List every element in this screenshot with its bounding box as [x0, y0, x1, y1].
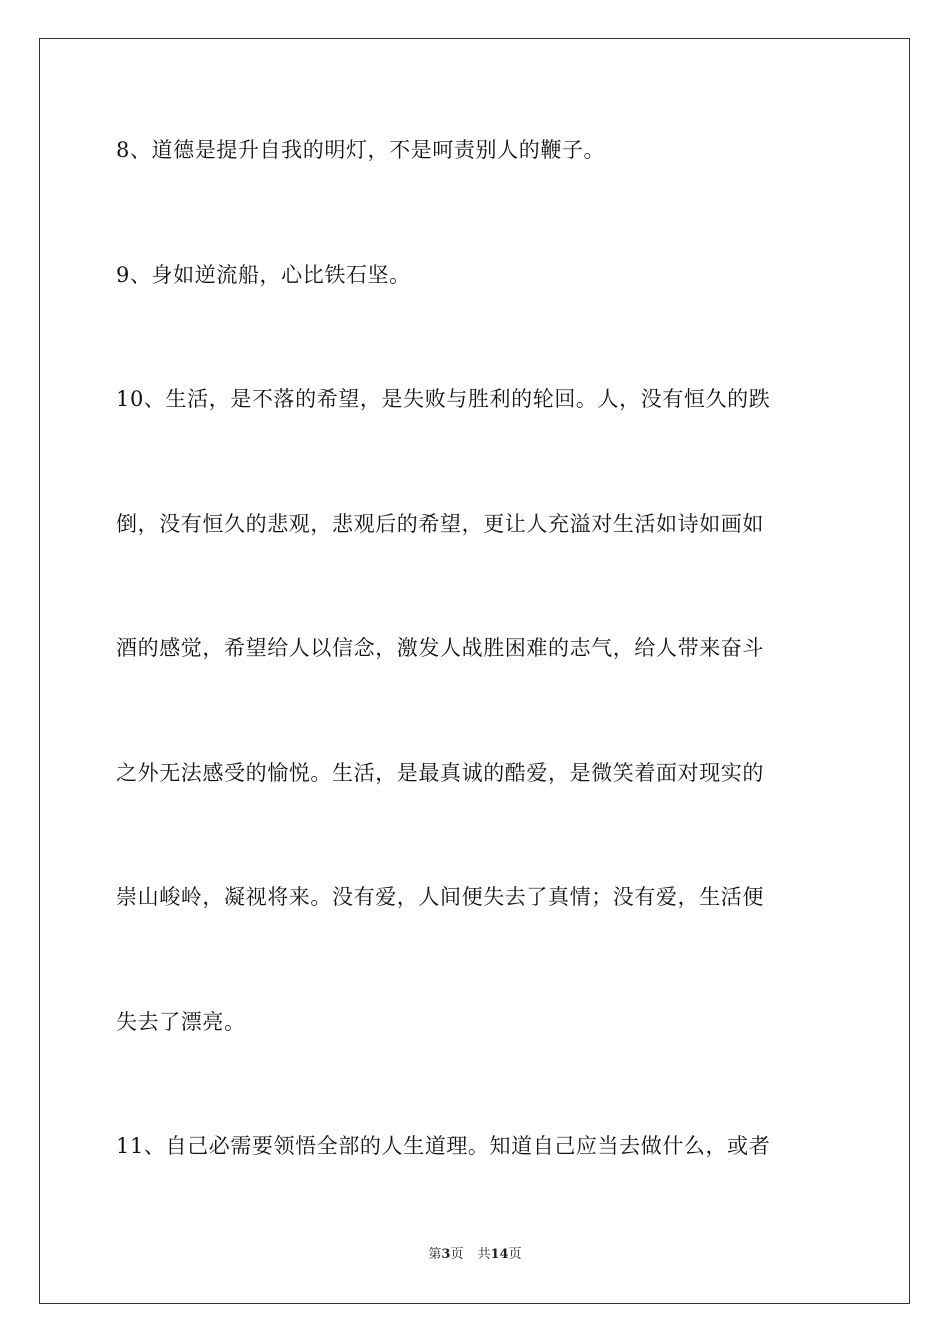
page-border: [39, 38, 910, 1304]
text-line-8: 失去了漂亮。: [116, 1010, 246, 1034]
text-line-1: 8、道德是提升自我的明灯，不是呵责别人的鞭子。: [116, 138, 606, 162]
text-line-9: 11、自己必需要领悟全部的人生道理。知道自己应当去做什么，或者: [116, 1134, 771, 1158]
text-line-5: 酒的感觉，希望给人以信念，激发人战胜困难的志气，给人带来奋斗: [116, 636, 764, 660]
text-line-2: 9、身如逆流船，心比铁石坚。: [116, 263, 411, 287]
page-prefix: 第: [428, 1247, 442, 1262]
total-pages: 14: [490, 1247, 509, 1262]
text-line-7: 崇山峻岭，凝视将来。没有爱，人间便失去了真情；没有爱，生活便: [116, 885, 764, 909]
text-line-3: 10、生活，是不落的希望，是失败与胜利的轮回。人，没有恒久的跌: [116, 387, 771, 411]
page-suffix: 页: [450, 1247, 464, 1262]
total-suffix: 页: [508, 1247, 522, 1262]
page-footer: [0, 1246, 950, 1264]
total-prefix: 共: [477, 1247, 491, 1262]
text-line-4: 倒，没有恒久的悲观，悲观后的希望，更让人充溢对生活如诗如画如: [116, 512, 764, 536]
page-number: 3: [441, 1247, 451, 1262]
text-line-6: 之外无法感受的愉悦。生活，是最真诚的酷爱，是微笑着面对现实的: [116, 761, 764, 785]
